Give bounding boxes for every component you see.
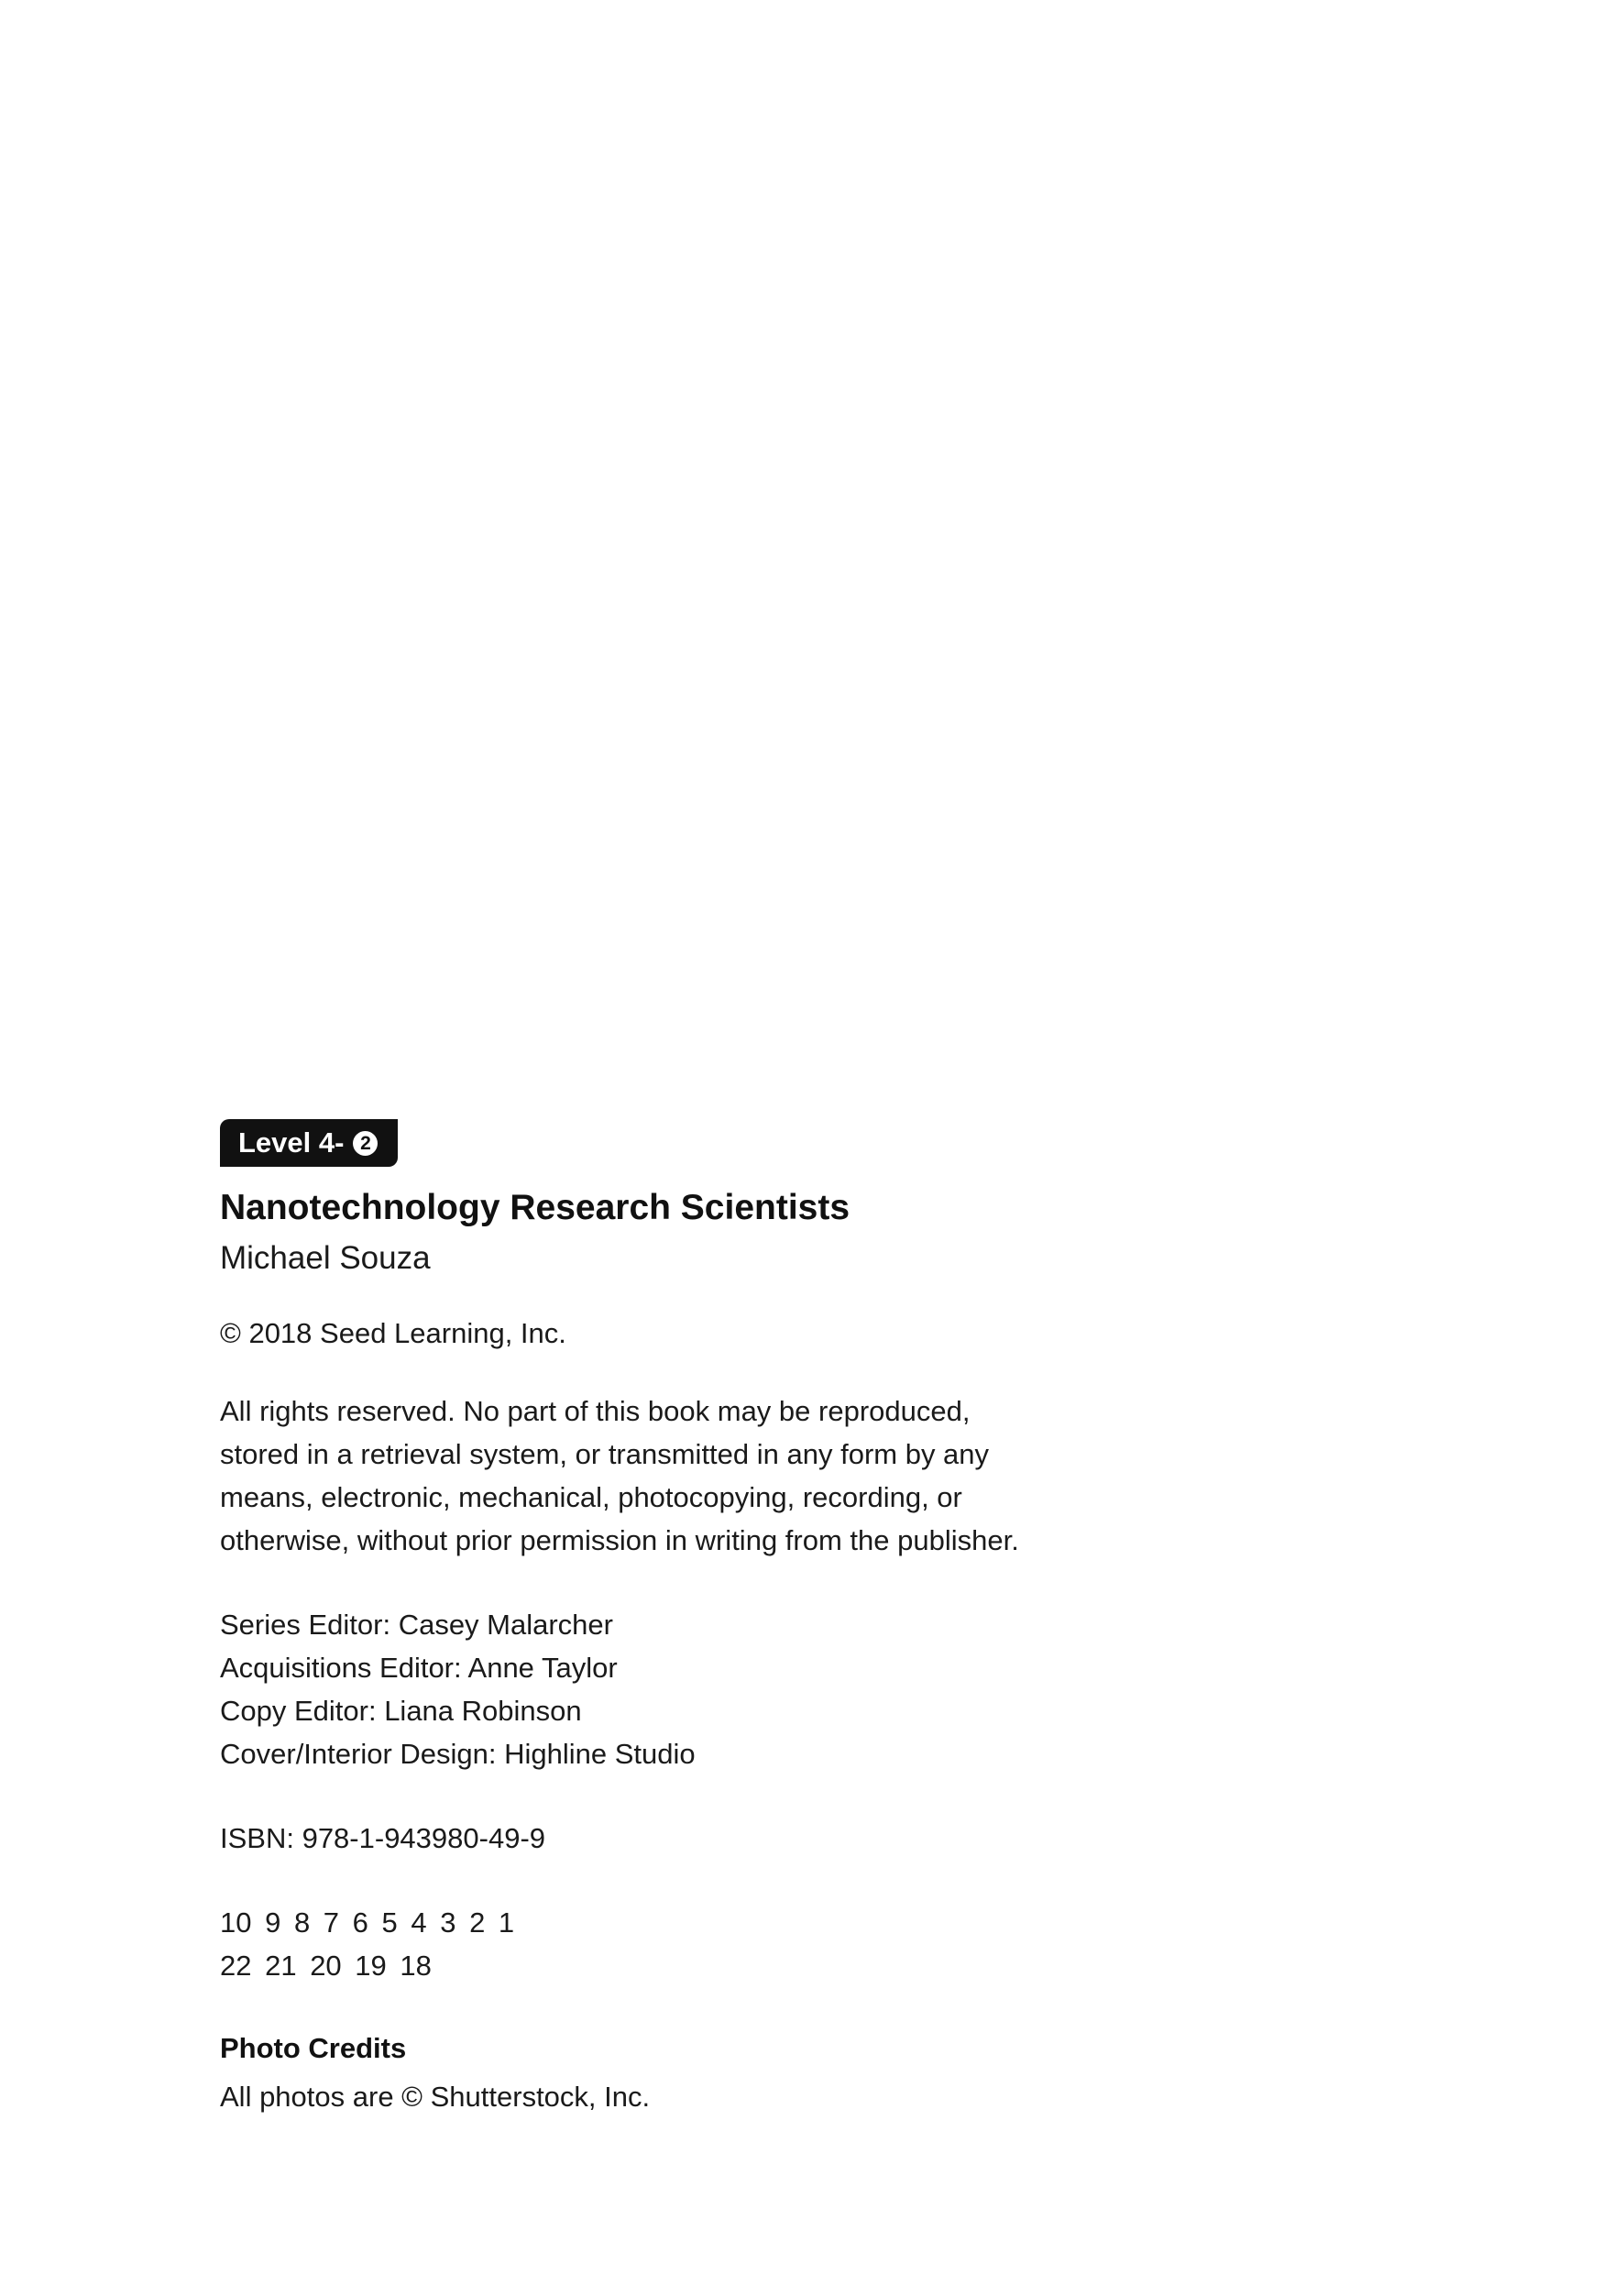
rights-line: otherwise, without prior permission in writing from the publisher.: [220, 1524, 1019, 1556]
copyright-notice: © 2018 Seed Learning, Inc.: [220, 1317, 566, 1349]
printing-line: [220, 1901, 1411, 1987]
credit-copy-editor: Copy Editor: Liana Robinson: [220, 1695, 582, 1727]
credit-design: Cover/Interior Design: Highline Studio: [220, 1738, 696, 1770]
rights-line: means, electronic, mechanical, photocopying, recording, or: [220, 1481, 962, 1513]
printing-years: 22 21 20 19 18: [220, 1950, 432, 1982]
photo-credits-heading: Photo Credits: [220, 2032, 407, 2064]
book-author: Michael Souza: [220, 1240, 431, 1276]
rights-line: stored in a retrieval system, or transmitted in any form by any: [220, 1438, 990, 1470]
credit-acquisitions-editor: Acquisitions Editor: Anne Taylor: [220, 1652, 618, 1684]
photo-credits-text: All photos are © Shutterstock, Inc.: [220, 2081, 651, 2113]
isbn: ISBN: 978-1-943980-49-9: [220, 1822, 546, 1854]
printing-numbers: 10 9 8 7 6 5 4 3 2 1: [220, 1906, 515, 1939]
level-badge: [220, 1119, 398, 1167]
level-label: Level 4-: [238, 1126, 345, 1159]
copyright-page: [220, 1119, 1411, 2118]
editorial-credits: [220, 1603, 1411, 1775]
book-title: Nanotechnology Research Scientists: [220, 1188, 850, 1227]
level-number-icon: 2: [353, 1131, 378, 1156]
credit-series-editor: Series Editor: Casey Malarcher: [220, 1609, 613, 1641]
rights-statement: [220, 1390, 1411, 1562]
rights-line: All rights reserved. No part of this book may be reproduced,: [220, 1395, 971, 1427]
